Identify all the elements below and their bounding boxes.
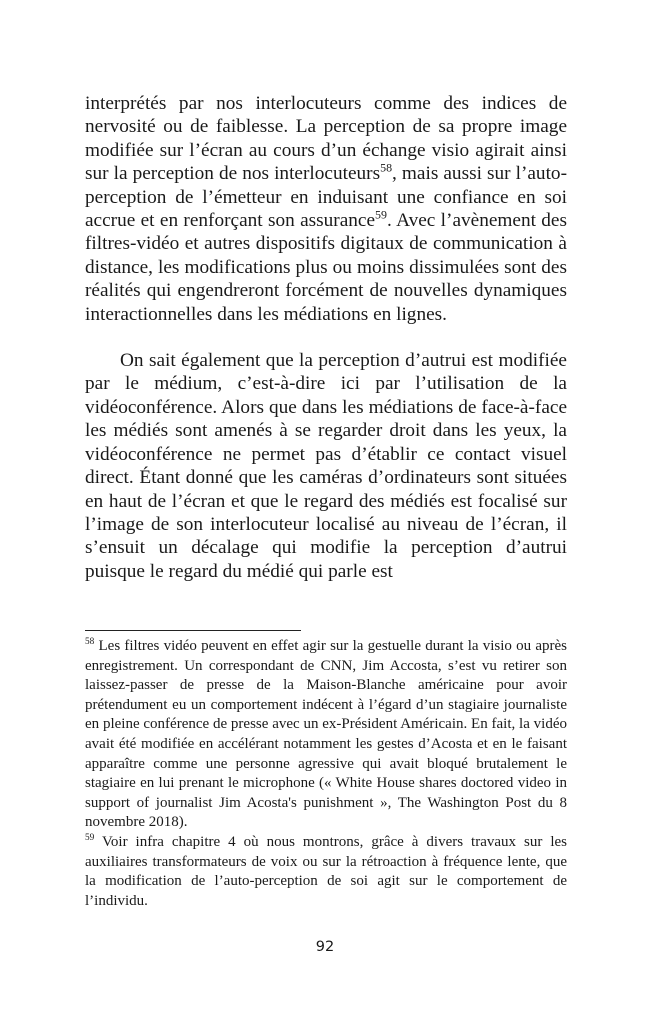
paragraph-1-part-a: interprétés par nos interlocuteurs comme des indices de nervosité ou de faiblesse. La perception de sa propre image modifiée sur l’écran au cours d’un échange visio agirait ainsi sur la perception de nos interlocuteurs (85, 93, 567, 185)
footnote-number: 58 (85, 637, 95, 647)
footnote-59 (85, 833, 567, 911)
footnote-ref-58[interactable]: 58 (380, 160, 393, 175)
footnote-divider (85, 630, 301, 631)
footnotes (85, 637, 567, 911)
paragraph-spacer (85, 326, 567, 349)
page-number: 92 (315, 939, 335, 955)
body-text (85, 92, 567, 583)
paragraph-1-part-c: . Avec l’avènement des filtres-vidéo et autres dispositifs digitaux de communication à distance, les modifications plus ou moins dissimulées sont des réalités qui engendreront forcément de nouvelles dynamiques interactionnelles dans les médiations en lignes. (85, 210, 567, 325)
paragraph-1 (85, 92, 567, 326)
footnote-ref-59[interactable]: 59 (375, 207, 387, 222)
footnote-number: 59 (85, 832, 95, 843)
footnote-text: Les filtres vidéo peuvent en effet agir sur la gestuelle durant la visio ou après enregistrement. Un correspondant de CNN, Jim Accosta, s’est vu retirer son laissez-passer de presse de la Maison-Blanche américaine pour avoir prétendument eu un comportement indécent à l’égard d’un stagiaire journaliste en pleine conférence de presse avec un ex-Président Américain. En fait, la vidéo avait été modifiée en accélérant notamment les gestes d’Acosta et en le faisant apparaître comme une personne agressive qui avait bloqué brutalement le stagiaire en lui prenant le microphone (« White House shares doctored video in support of journalist Jim Acosta's punishment », The Washington Post du 8 novembre 2018). (85, 638, 567, 831)
footnote-text: Voir infra chapitre 4 où nous montrons, grâce à divers travaux sur les auxiliaires transformateurs de voix ou sur la rétroaction à fréquence lente, que la modification de l’auto-perception de soi agit sur le comportement de l’individu. (85, 833, 567, 909)
footnote-58 (85, 637, 567, 833)
paragraph-2: On sait également que la perception d’autrui est modifiée par le médium, c’est-à-dire ici par l’utilisation de la vidéoconférence. Alors que dans les médiations de face-à-face les médiés sont amenés à se regarder droit dans les yeux, la vidéoconférence ne permet pas d’établir ce contact visuel direct. Étant donné que les caméras d’ordinateurs sont situées en haut de l’écran et que le regard des médiés est focalisé sur l’image de son interlocuteur localisé au niveau de l’écran, il s’ensuit un décalage qui modifie la perception d’autrui puisque le regard du médié qui parle est (85, 350, 567, 582)
paragraph-1-part-b: , mais aussi sur l’auto-perception de l’émetteur en induisant une confiance en soi accrue et en renforçant son assurance (85, 163, 567, 232)
